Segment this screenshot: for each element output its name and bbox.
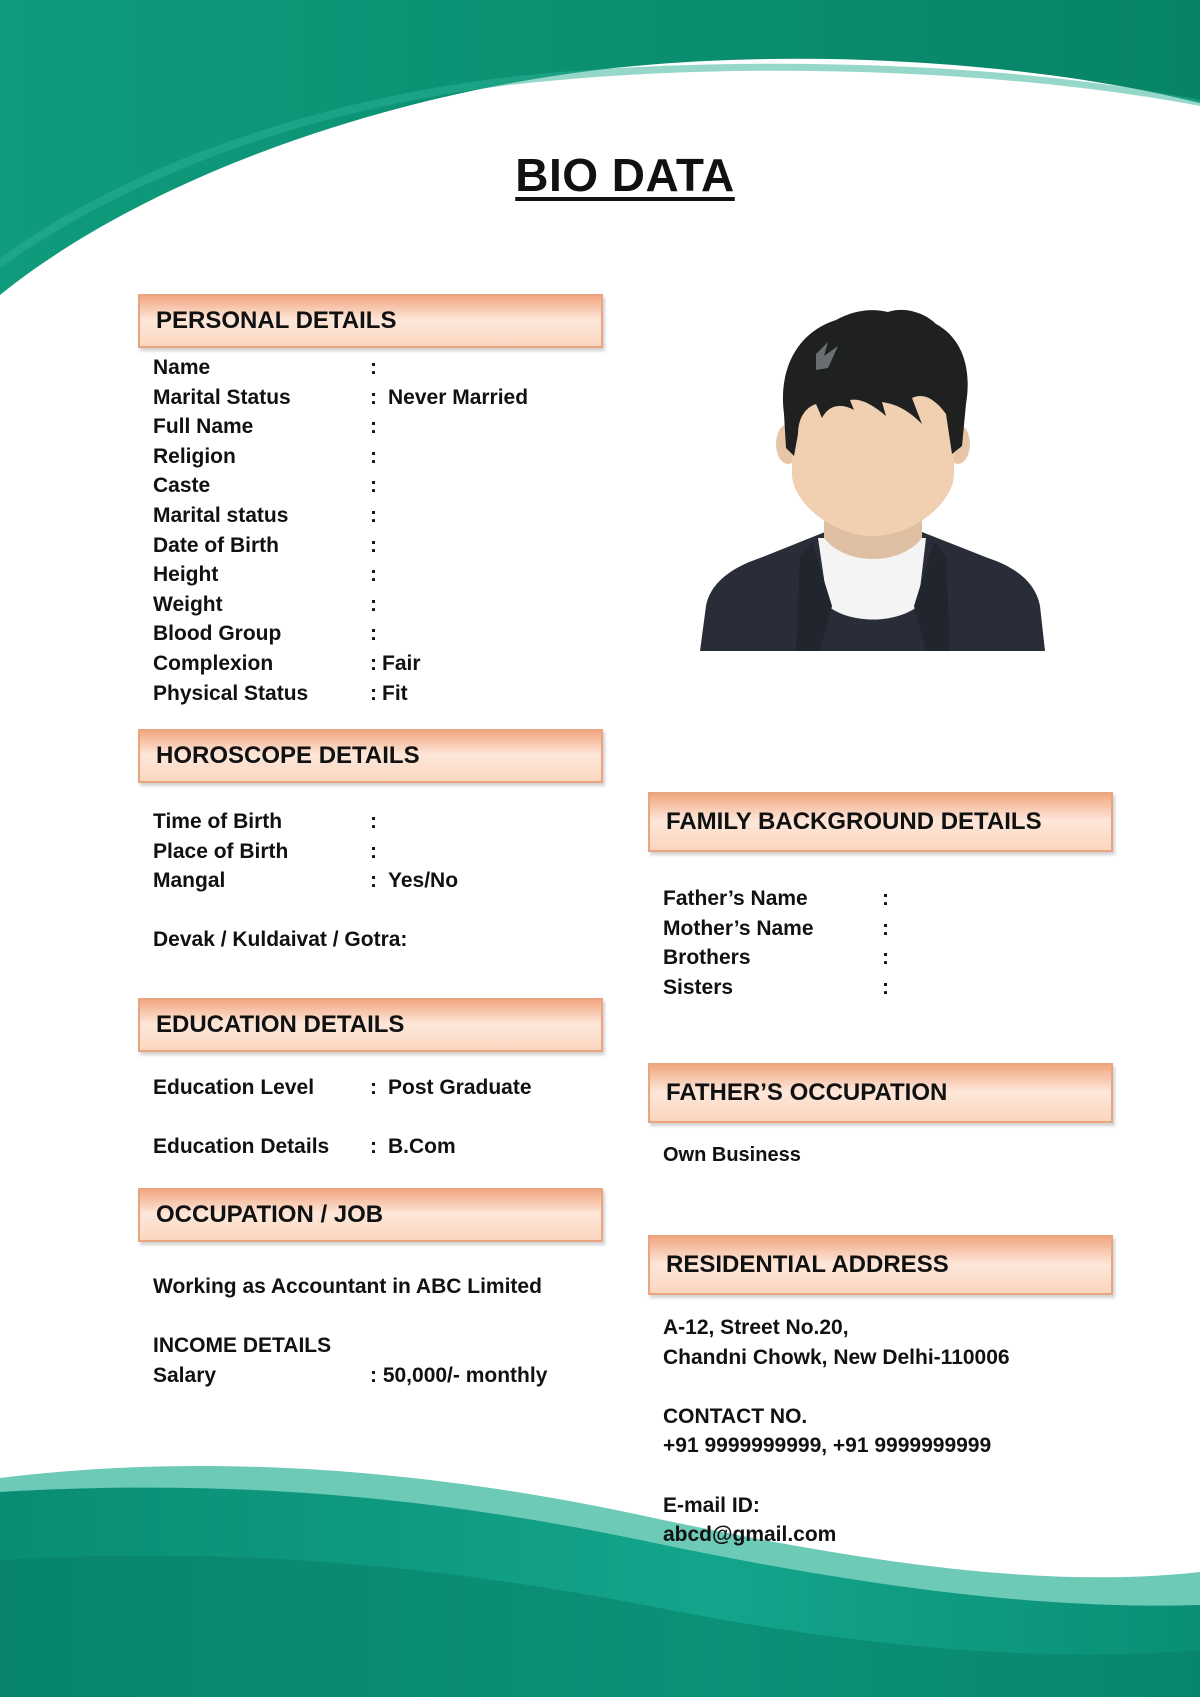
horoscope-details-header: HOROSCOPE DETAILS (138, 729, 603, 783)
field-separator: : (370, 622, 377, 646)
field-separator: : (370, 810, 377, 833)
field-label: Education Level (153, 1076, 315, 1099)
field-label: Blood Group (153, 622, 282, 646)
horoscope-field-row (153, 866, 458, 896)
field-separator: : (882, 946, 889, 970)
field-label: Physical Status (153, 681, 309, 705)
salary-label: Salary (153, 1363, 217, 1387)
field-label: Full Name (153, 415, 254, 439)
field-value: Yes/No (388, 869, 459, 893)
personal-field-row (153, 590, 528, 620)
field-value: Fair (382, 651, 421, 675)
education-details-header: EDUCATION DETAILS (138, 998, 603, 1052)
field-separator: : (882, 975, 889, 999)
address-line-2: Chandni Chowk, New Delhi-110006 (663, 1345, 1010, 1369)
field-label: Name (153, 356, 211, 379)
field-label: Religion (153, 444, 236, 468)
personal-details-list (153, 353, 528, 708)
field-label: Marital status (153, 503, 289, 527)
field-label: Sisters (663, 975, 734, 999)
personal-field-row (153, 501, 528, 531)
personal-details-header: PERSONAL DETAILS (138, 294, 603, 348)
field-separator: : (370, 839, 377, 863)
field-separator: : (370, 385, 377, 409)
occupation-header: OCCUPATION / JOB (138, 1188, 603, 1242)
field-separator: : (882, 887, 889, 910)
salary-row (153, 1361, 547, 1391)
field-separator: : (370, 533, 377, 557)
personal-field-row (153, 412, 528, 442)
field-separator: : (370, 592, 377, 616)
horoscope-field-row (153, 807, 458, 837)
income-details-heading: INCOME DETAILS (153, 1334, 332, 1358)
personal-field-row (153, 560, 528, 590)
education-field-row (153, 1132, 532, 1162)
field-label: Mangal (153, 869, 226, 893)
personal-field-row (153, 649, 528, 679)
field-separator: : (370, 563, 377, 587)
field-label: Mother’s Name (663, 916, 814, 940)
field-label: Complexion (153, 651, 274, 675)
personal-field-row (153, 531, 528, 561)
field-label: Education Details (153, 1135, 330, 1159)
education-field-row (153, 1073, 532, 1103)
field-separator: : (370, 474, 377, 498)
field-separator: : (882, 916, 889, 940)
address-line-1: A-12, Street No.20, (663, 1316, 849, 1339)
person-avatar-icon (700, 306, 1045, 651)
field-separator: : (370, 503, 377, 527)
family-field-row (663, 914, 889, 944)
field-label: Height (153, 563, 219, 587)
field-label: Caste (153, 474, 211, 498)
field-label: Marital Status (153, 385, 291, 409)
field-value: Post Graduate (388, 1076, 532, 1099)
fathers-occupation-header: FATHER’S OCCUPATION (648, 1063, 1113, 1123)
contact-value: +91 9999999999, +91 9999999999 (663, 1434, 992, 1458)
field-label: Date of Birth (153, 533, 279, 557)
salary-value: : 50,000/- monthly (370, 1363, 548, 1387)
field-label: Brothers (663, 946, 751, 970)
page-title: BIO DATA (515, 149, 735, 201)
field-label: Time of Birth (153, 810, 283, 833)
address-details (663, 1313, 1010, 1550)
personal-field-row (153, 679, 528, 709)
personal-field-row (153, 353, 528, 383)
field-label: Father’s Name (663, 887, 808, 910)
family-details-list (663, 884, 889, 1002)
family-field-row (663, 943, 889, 973)
field-separator: : (370, 1076, 377, 1099)
contact-label: CONTACT NO. (663, 1404, 808, 1428)
job-description: Working as Accountant in ABC Limited (153, 1275, 542, 1298)
field-separator: : (370, 444, 377, 468)
field-value: Never Married (388, 385, 529, 409)
field-label: Weight (153, 592, 223, 616)
email-value: abcd@gmail.com (663, 1523, 837, 1547)
field-separator: : (370, 681, 377, 705)
residential-address-header: RESIDENTIAL ADDRESS (648, 1235, 1113, 1295)
family-field-row (663, 973, 889, 1003)
personal-field-row (153, 619, 528, 649)
personal-field-row (153, 471, 528, 501)
family-background-header: FAMILY BACKGROUND DETAILS (648, 792, 1113, 852)
personal-field-row (153, 442, 528, 472)
occupation-details (153, 1272, 547, 1390)
field-value: B.Com (388, 1135, 456, 1159)
education-details-list (153, 1073, 532, 1162)
field-separator: : (370, 651, 377, 675)
field-label: Place of Birth (153, 839, 289, 863)
field-value: Fit (382, 681, 408, 705)
family-field-row (663, 884, 889, 914)
personal-field-row (153, 383, 528, 413)
field-separator: : (370, 869, 377, 893)
field-separator: : (370, 415, 377, 439)
gotra-line: Devak / Kuldaivat / Gotra: (153, 928, 408, 952)
field-separator: : (370, 1135, 377, 1159)
field-separator: : (370, 356, 377, 379)
horoscope-field-row (153, 837, 458, 867)
email-label: E-mail ID: (663, 1493, 760, 1517)
horoscope-details-list (153, 807, 458, 955)
fathers-occupation-value: Own Business (663, 1144, 801, 1166)
